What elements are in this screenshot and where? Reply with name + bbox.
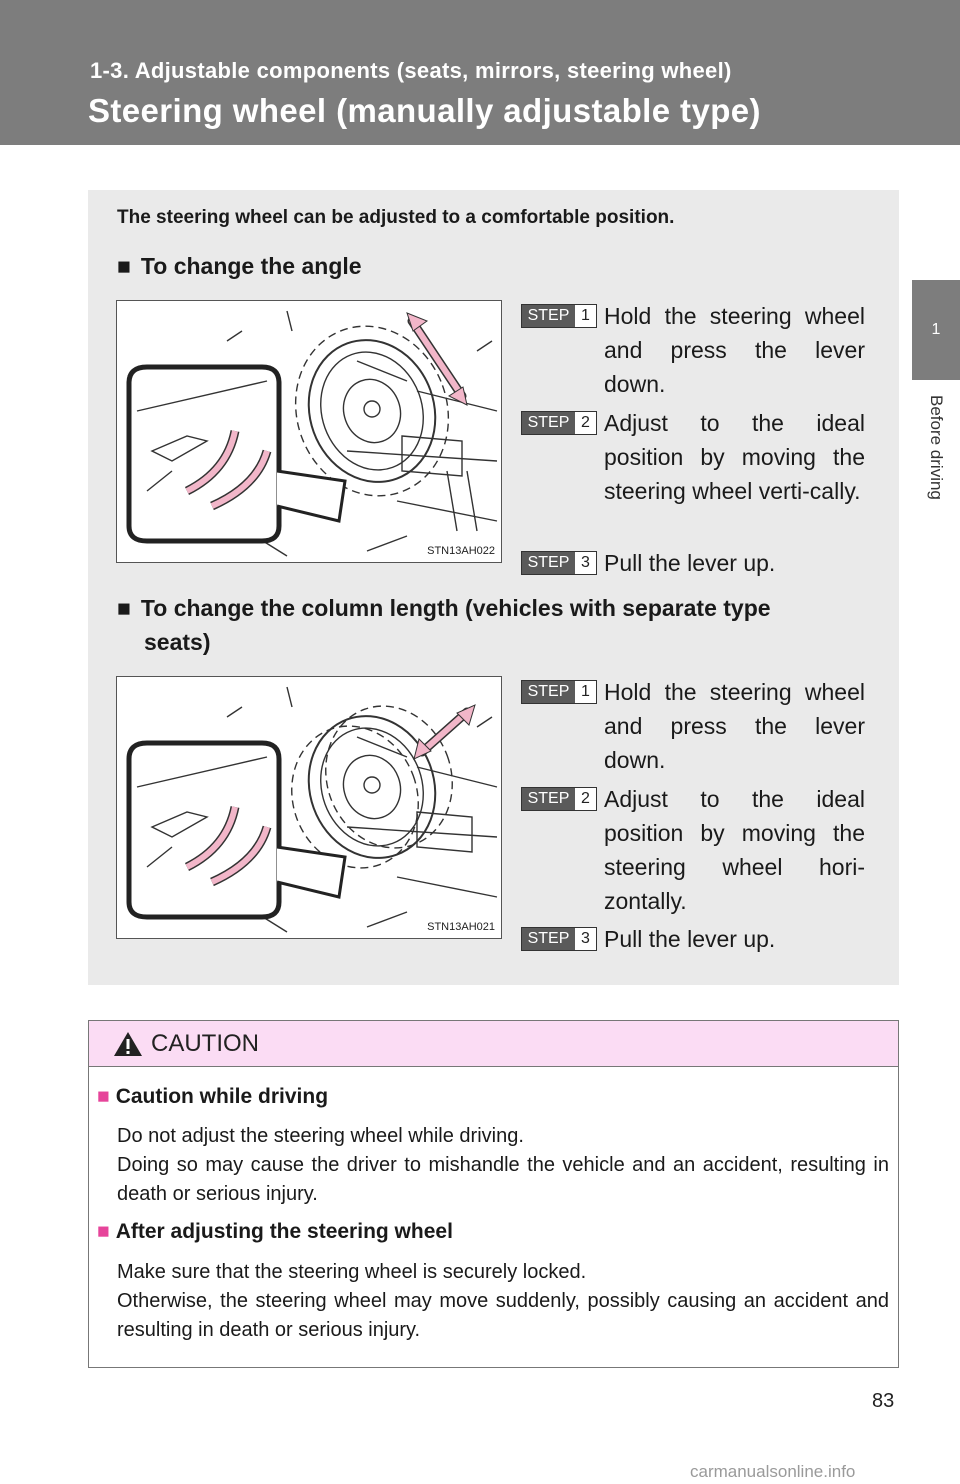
page-number: 83: [872, 1390, 895, 1412]
caution-subheading: ■ After adjusting the steering wheel: [97, 1220, 453, 1243]
step-text: Adjust to the ideal position by moving the steering wheel hori-zontally.: [604, 786, 865, 914]
square-bullet-icon: ■: [117, 253, 131, 279]
chapter-tab-number: 1: [912, 280, 960, 380]
caution-text: Make sure that the steering wheel is securely locked.: [117, 1261, 587, 1283]
caution-subheading: ■ Caution while driving: [97, 1085, 329, 1108]
caution-text: Do not adjust the steering wheel while driving.: [117, 1125, 524, 1147]
step-badge: STEP 1: [521, 680, 597, 704]
square-bullet-icon: ■: [97, 1220, 110, 1243]
figure-angle-adjust: [116, 300, 502, 563]
watermark: carmanualsonline.info: [690, 1462, 856, 1481]
square-bullet-icon: ■: [97, 1085, 110, 1108]
square-bullet-icon: ■: [117, 595, 131, 621]
caution-header: [89, 1021, 898, 1067]
steering-wheel-illustration: [117, 677, 501, 938]
caution-text: Otherwise, the steering wheel may move suddenly, possibly causing an accident and resulting in death or serious injury.: [117, 1290, 889, 1341]
caution-text: Doing so may cause the driver to mishandle the vehicle and an accident, resulting in death or serious injury.: [117, 1154, 889, 1205]
steering-wheel-illustration: [117, 301, 501, 562]
step-badge: STEP 3: [521, 551, 597, 575]
step-text: Hold the steering wheel and press the lever down.: [604, 679, 865, 773]
section-title: 1-3. Adjustable components (seats, mirrors, steering wheel): [90, 58, 732, 83]
step-badge: STEP 2: [521, 411, 597, 435]
caution-label: CAUTION: [151, 1030, 259, 1057]
warning-triangle-icon: [113, 1031, 143, 1057]
figure-column-length: [116, 676, 502, 939]
step-badge: STEP 3: [521, 927, 597, 951]
step-badge: STEP 1: [521, 304, 597, 328]
page-title: Steering wheel (manually adjustable type): [88, 92, 761, 129]
section-heading-angle: ■ To change the angle: [117, 249, 362, 283]
figure-code: STN13AH022: [427, 545, 495, 557]
step-text: Hold the steering wheel and press the lever down.: [604, 303, 865, 397]
page-header: [0, 0, 960, 145]
chapter-tab-label: Before driving: [927, 395, 946, 500]
step-badge: STEP 2: [521, 787, 597, 811]
intro-text: The steering wheel can be adjusted to a comfortable position.: [117, 207, 675, 228]
step-text: Pull the lever up.: [604, 926, 776, 952]
step-text: Adjust to the ideal position by moving the steering wheel verti-cally.: [604, 410, 865, 504]
figure-code: STN13AH021: [427, 921, 495, 933]
step-text: Pull the lever up.: [604, 550, 776, 576]
section-heading-column-length: ■ To change the column length (vehicles with separate type seats): [117, 591, 865, 659]
